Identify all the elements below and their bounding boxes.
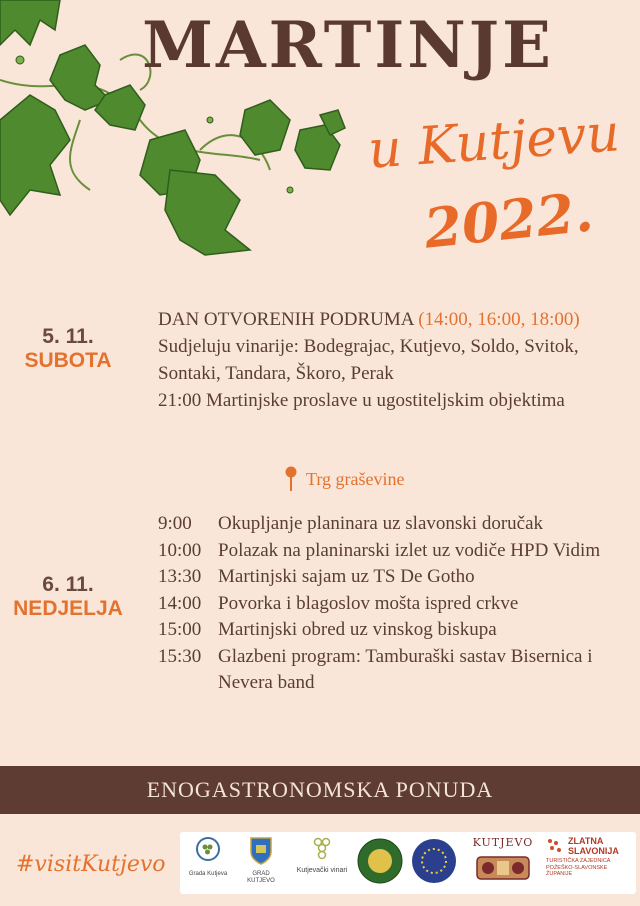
schedule-time: 15:30 [158, 645, 202, 667]
page-title: MARTINJE [142, 8, 554, 83]
saturday-day: SUBOTA [24, 349, 112, 372]
subtitle-location: u Kutjevu [366, 103, 622, 181]
sunday-day: NEDJELJA [13, 597, 123, 620]
schedule-text: Glazbeni program: Tamburaški sastav Bisernica i Nevera band [218, 645, 593, 693]
eu-badge-icon [411, 836, 457, 886]
schedule-row [158, 617, 638, 644]
sunday-date: 6. 11. [42, 573, 94, 596]
logo-kutjevo-winery [468, 836, 538, 888]
open-cellars-title: DAN OTVORENIH PODRUMA [158, 309, 414, 330]
zlatna-slavonija-title: ZLATNA SLAVONIJA [568, 836, 619, 856]
wineries-line [158, 333, 634, 387]
wineries-label: Sudjeluju vinarije: [158, 336, 299, 357]
open-cellars-line [158, 306, 634, 333]
open-cellars-times: (14:00, 16:00, 18:00) [418, 309, 580, 330]
logo-caption: GRAD KUTJEVO [247, 871, 275, 884]
logo-caption: Grada Kutjeva [188, 871, 228, 877]
schedule-time: 14:00 [158, 592, 202, 614]
schedule-text: Okupljanje planinara uz slavonski doručak [218, 513, 544, 534]
partner-logos [180, 832, 636, 894]
zlatna-slavonija-subtitle: TURISTIČKA ZAJEDNICA POŽEŠKO-SLAVONSKE ŽUPANIJE [546, 858, 611, 877]
location-pin-icon [284, 466, 298, 492]
location-marker [284, 466, 405, 492]
logo-zlatna-slavonija [546, 836, 632, 878]
logo-grad-kutjevo [238, 836, 284, 885]
subtitle-year: 2022. [421, 179, 596, 261]
grape-emblem-icon [195, 836, 221, 866]
evening-line: 21:00 Martinjske proslave u ugostiteljskim objektima [158, 390, 565, 411]
schedule-text: Povorka i blagoslov mošta ispred crkve [218, 592, 519, 614]
grape-cluster-icon [310, 836, 334, 862]
location-name: Trg graševine [306, 468, 405, 489]
saturday-program [158, 306, 634, 414]
wineries-list: Bodegrajac, Kutjevo, Soldo, Svitok, Sontaki, Tandara, Škoro, Perak [158, 336, 579, 384]
schedule-time: 13:30 [158, 566, 202, 587]
logo-eu-badge [410, 836, 458, 891]
saturday-label [12, 325, 124, 373]
sunday-label [12, 573, 124, 621]
logo-caption: Kutjevački vinari [296, 867, 348, 874]
schedule-text: Polazak na planinarski izlet uz vodiče HPD Vidim [218, 539, 601, 561]
logo-grada-kutjeva [188, 836, 228, 878]
logo-kutjevacki-vinari [292, 836, 352, 874]
sunday-schedule [158, 511, 638, 697]
schedule-text: Martinjski obred uz vinskog biskupa [218, 619, 497, 640]
schedule-text: Martinjski sajam uz TS De Gotho [218, 566, 475, 587]
winery-name: KUTJEVO [472, 836, 534, 849]
schedule-time: 9:00 [158, 513, 192, 534]
round-badge-icon [357, 836, 403, 886]
coat-of-arms-icon [249, 836, 273, 866]
schedule-row [158, 591, 638, 618]
schedule-row [158, 644, 638, 697]
schedule-row [158, 564, 638, 591]
dots-logo-icon [546, 837, 564, 855]
schedule-time: 10:00 [158, 539, 202, 561]
schedule-time: 15:00 [158, 619, 202, 640]
schedule-row [158, 538, 638, 565]
gastronomy-banner: ENOGASTRONOMSKA PONUDA [0, 766, 640, 814]
schedule-row [158, 511, 638, 538]
saturday-date: 5. 11. [42, 325, 94, 348]
hashtag: #visitKutjevo [16, 852, 166, 877]
logo-planinari-badge [356, 836, 404, 891]
winery-crest-icon [473, 849, 533, 883]
